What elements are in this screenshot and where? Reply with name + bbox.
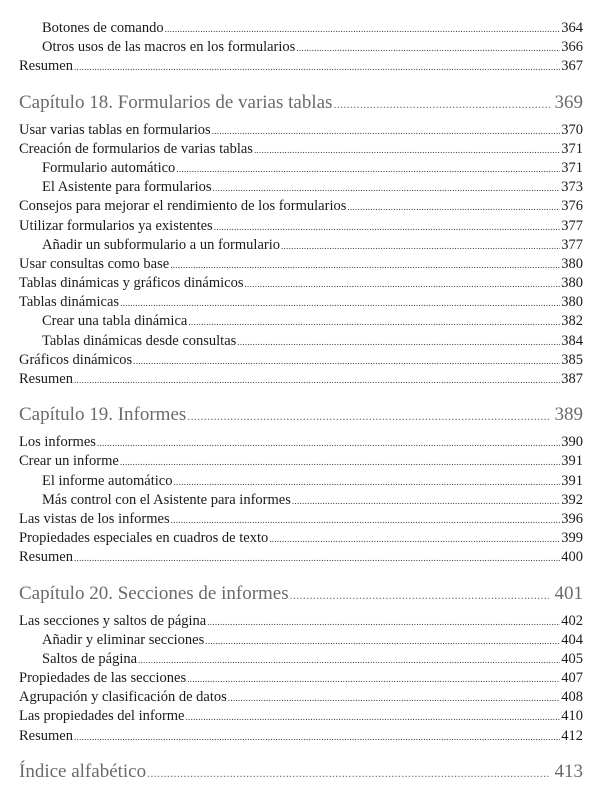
toc-entry-label: Creación de formularios de varias tablas — [19, 140, 253, 157]
toc-entry-label: Resumen — [19, 371, 73, 387]
toc-entry — [19, 631, 583, 650]
toc-entry-page: 392 — [561, 491, 583, 508]
dot-leader — [74, 727, 560, 747]
toc-entry — [19, 312, 583, 331]
toc-entry-label: Las secciones y saltos de página — [19, 612, 207, 629]
toc-entry-page: 407 — [561, 670, 583, 687]
toc-entry — [19, 650, 583, 669]
toc-entry — [19, 159, 583, 178]
dot-leader — [213, 178, 561, 198]
dot-leader — [333, 89, 549, 118]
toc-entry-label: Consejos para mejorar el rendimiento de los formularios — [19, 198, 347, 215]
dot-leader — [176, 159, 560, 179]
toc-entry — [19, 140, 583, 159]
toc-entry — [19, 727, 583, 746]
chapter-page: 401 — [554, 582, 583, 604]
dot-leader — [74, 57, 560, 77]
dot-leader — [205, 631, 560, 651]
dot-leader — [207, 612, 560, 632]
toc-entry-label: Resumen — [19, 727, 73, 744]
toc-entry-label: Botones de comando — [42, 20, 164, 36]
toc-entry-label: Agrupación y clasificación de datos — [19, 689, 227, 706]
dot-leader — [188, 312, 560, 332]
toc-entry-label: Resumen — [19, 549, 73, 566]
toc-entry-label: Formulario automático — [42, 159, 176, 176]
chapter-page: 413 — [554, 760, 583, 782]
dot-leader — [171, 510, 561, 530]
toc-entry — [19, 612, 583, 631]
toc-entry — [19, 121, 583, 140]
toc-entry-label: Gráficos dinámicos — [19, 351, 133, 368]
toc-entry-label: Tablas dinámicas y gráficos dinámicos — [19, 275, 244, 292]
toc-entry-page: 366 — [561, 39, 583, 56]
dot-leader — [74, 548, 560, 568]
toc-entry-page: 391 — [561, 453, 583, 470]
dot-leader — [281, 236, 560, 256]
toc-entry-page: 408 — [561, 689, 583, 706]
toc-entry-label: Las propiedades del informe — [19, 708, 185, 725]
dot-leader — [269, 529, 560, 549]
toc-entry-page: 402 — [561, 612, 583, 629]
toc-entry-page: 380 — [561, 294, 583, 311]
toc-entry — [19, 491, 583, 510]
chapter-title: Capítulo 19. Informes — [19, 404, 187, 426]
toc-entry — [19, 236, 583, 255]
dot-leader — [292, 491, 560, 511]
toc-entry-page: 371 — [561, 140, 583, 157]
toc-entry-label: Propiedades de las secciones — [19, 670, 187, 687]
toc-entry-page: 377 — [561, 236, 583, 253]
toc-entry-label: Utilizar formularios ya existentes — [19, 217, 213, 234]
dot-leader — [296, 38, 560, 58]
toc-entry — [19, 529, 583, 548]
toc-entry — [19, 255, 583, 274]
dot-leader — [165, 19, 561, 39]
chapter-heading — [19, 401, 583, 429]
dot-leader — [254, 140, 560, 160]
toc-entry-page: 373 — [561, 179, 583, 196]
toc-entry-page: 412 — [561, 727, 583, 744]
toc-entry — [19, 688, 583, 707]
toc-entry-page: 367 — [561, 58, 583, 75]
chapter-heading — [19, 758, 583, 786]
dot-leader — [138, 650, 560, 670]
toc-entry-label: Otros usos de las macros en los formularios — [42, 39, 296, 56]
toc-entry-label: Usar varias tablas en formularios — [19, 121, 211, 138]
toc-entry-label: Saltos de página — [42, 650, 138, 667]
toc-entry — [19, 707, 583, 726]
dot-leader — [120, 293, 560, 313]
toc-entry — [19, 472, 583, 491]
toc-entry-label: Las vistas de los informes — [19, 510, 170, 527]
dot-leader — [74, 370, 560, 390]
chapter-title: Capítulo 20. Secciones de informes — [19, 582, 289, 604]
dot-leader — [185, 707, 560, 727]
toc-entry — [19, 548, 583, 567]
toc-entry-page: 385 — [561, 351, 583, 368]
dot-leader — [133, 351, 560, 371]
dot-leader — [170, 255, 560, 275]
chapter-page: 389 — [554, 404, 583, 426]
dot-leader — [120, 452, 560, 472]
toc-entry-label: El informe automático — [42, 472, 173, 489]
toc-entry — [19, 217, 583, 236]
toc-entry-page: 382 — [561, 313, 583, 330]
dot-leader — [97, 433, 560, 453]
dot-leader — [147, 758, 549, 787]
toc-entry — [19, 452, 583, 471]
dot-leader — [212, 121, 561, 141]
chapter-page: 369 — [554, 91, 583, 113]
toc-entry — [19, 38, 583, 57]
toc-entry-label: Crear un informe — [19, 453, 119, 470]
toc-entry-page: 380 — [561, 275, 583, 292]
toc-entry-label: Añadir un subformulario a un formulario — [42, 236, 280, 253]
dot-leader — [237, 332, 560, 352]
toc-entry — [19, 433, 583, 452]
toc-entry — [19, 197, 583, 216]
toc-entry — [19, 57, 583, 76]
toc-entry-label: Usar consultas como base — [19, 255, 170, 272]
toc-entry — [19, 19, 583, 38]
toc-entry-page: 370 — [561, 121, 583, 138]
chapter-heading — [19, 580, 583, 608]
toc-entry — [19, 274, 583, 293]
toc-entry-page: 377 — [561, 217, 583, 234]
toc-entry-page: 384 — [561, 332, 583, 349]
toc-entry — [19, 293, 583, 312]
chapter-title: Capítulo 18. Formularios de varias tablas — [19, 91, 333, 113]
toc-entry-page: 400 — [561, 549, 583, 566]
toc-entry-page: 390 — [561, 434, 583, 451]
toc-entry-page: 380 — [561, 255, 583, 272]
toc-entry-page: 396 — [561, 510, 583, 527]
dot-leader — [187, 401, 549, 430]
chapter-title: Índice alfabético — [19, 760, 147, 782]
toc-entry-label: Tablas dinámicas desde consultas — [42, 332, 237, 349]
toc-entry-label: El Asistente para formularios — [42, 179, 212, 196]
toc-entry — [19, 351, 583, 370]
chapter-heading — [19, 89, 583, 117]
toc-entry-label: Crear una tabla dinámica — [42, 313, 188, 330]
toc-entry-page: 371 — [561, 159, 583, 176]
toc-entry-page: 387 — [561, 371, 583, 387]
toc-entry-label: Más control con el Asistente para informes — [42, 491, 291, 508]
toc-entry-label: Resumen — [19, 58, 73, 75]
dot-leader — [347, 197, 560, 217]
table-of-contents — [19, 19, 583, 790]
toc-entry-page: 410 — [561, 708, 583, 725]
toc-entry-label: Propiedades especiales en cuadros de texto — [19, 530, 269, 547]
toc-entry-page: 405 — [561, 650, 583, 667]
toc-entry-page: 399 — [561, 530, 583, 547]
dot-leader — [214, 217, 561, 237]
toc-entry-page: 376 — [561, 198, 583, 215]
toc-entry — [19, 178, 583, 197]
dot-leader — [244, 274, 560, 294]
dot-leader — [228, 688, 560, 708]
toc-entry — [19, 370, 583, 389]
toc-entry-label: Tablas dinámicas — [19, 294, 120, 311]
toc-entry-page: 404 — [561, 631, 583, 648]
dot-leader — [187, 669, 560, 689]
dot-leader — [290, 580, 550, 609]
toc-entry — [19, 510, 583, 529]
toc-entry-page: 364 — [561, 20, 583, 36]
toc-entry — [19, 669, 583, 688]
toc-entry-label: Los informes — [19, 434, 96, 451]
toc-entry-label: Añadir y eliminar secciones — [42, 631, 205, 648]
toc-entry — [19, 332, 583, 351]
toc-entry-page: 391 — [561, 472, 583, 489]
dot-leader — [173, 472, 560, 492]
